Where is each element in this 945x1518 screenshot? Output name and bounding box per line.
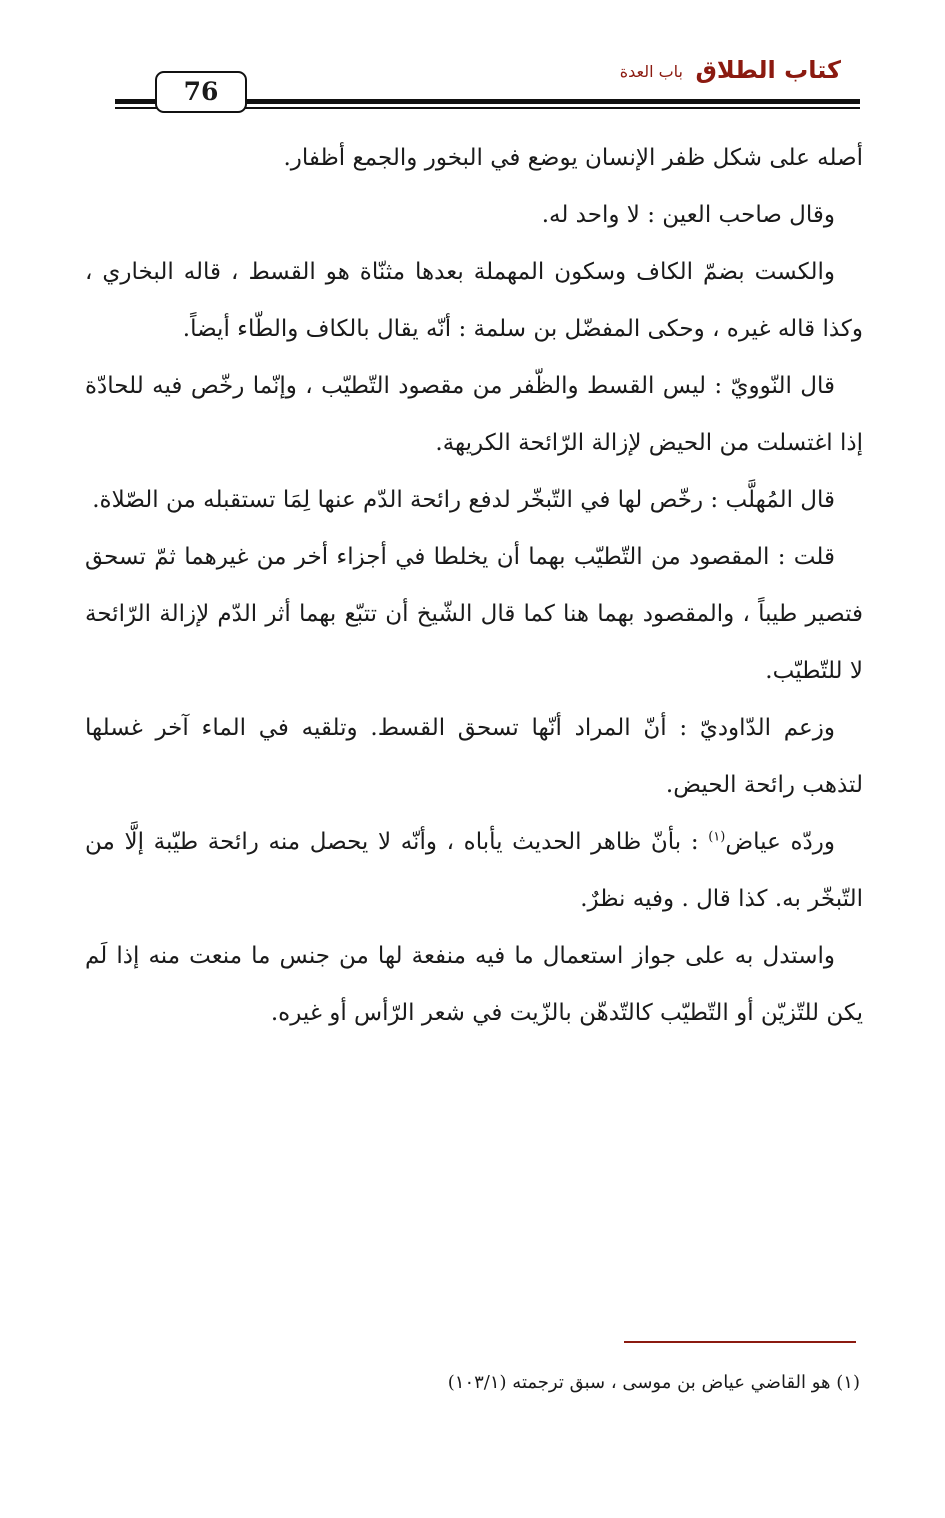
paragraph-5: قال المُهلَّب : رخّص لها في التّبخّر لدفع رائحة الدّم عنها لِمَا تستقبله من الصّلاة. — [92, 487, 835, 513]
paragraph-7: وزعم الدّاوديّ : أنّ المراد أنّها تسحق القسط. وتلقيه في الماء آخر غسلها لتذهب رائحة الحيض. — [85, 715, 863, 798]
paragraph-2: وقال صاحب العين : لا واحد له. — [541, 202, 835, 228]
page-number: 76 — [155, 71, 247, 113]
paragraph-8-end: : بأنّ ظاهر الحديث يأباه ، وأنّه لا يحصل منه رائحة طيّبة إلَّا من التّبخّر به. كذا قال . وفيه نظرٌ. — [85, 829, 863, 912]
main-text — [85, 130, 863, 1042]
paragraph-3: والكست بضمّ الكاف وسكون المهملة بعدها مثنّاة هو القسط ، قاله البخاري ، وكذا قاله غيره ، وحكى المفضّل بن سلمة : أنّه يقال بالكاف والطّاء أيضاً. — [85, 259, 863, 342]
chapter-title: باب العدة — [619, 62, 683, 81]
book-title: كتاب الطلاق — [695, 56, 841, 84]
paragraph-8 — [85, 814, 863, 928]
paragraph-9: واستدل به على جواز استعمال ما فيه منفعة لها من جنس ما منعت منه إذا لَم يكن للتّزيّن أو التّطيّب كالتّدهّن بالزّيت في شعر الرّأس أو غيره. — [85, 943, 863, 1026]
footnote-text: (١) هو القاضي عياض بن موسى ، سبق ترجمته (١٠٣/١) — [447, 1372, 860, 1393]
paragraph-8-start: وردّه عياض — [725, 829, 835, 855]
page-header — [0, 0, 945, 130]
paragraph-4: قال النّوويّ : ليس القسط والظّفر من مقصود التّطيّب ، وإنّما رخّص فيه للحادّة إذا اغتسلت من الحيض لإزالة الرّائحة الكريهة. — [85, 373, 863, 456]
footnote-marker[interactable]: (١) — [708, 829, 726, 845]
footnote-separator — [624, 1341, 856, 1343]
paragraph-1: أصله على شكل ظفر الإنسان يوضع في البخور والجمع أظفار. — [283, 145, 863, 171]
paragraph-6: قلت : المقصود من التّطيّب بهما أن يخلطا في أجزاء أخر من غيرهما ثمّ تسحق فتصير طيباً ، والمقصود بهما هنا كما قال الشّيخ أن تتبّع بهما أثر الدّم لإزالة الرّائحة لا للتّطيّب. — [85, 544, 863, 684]
